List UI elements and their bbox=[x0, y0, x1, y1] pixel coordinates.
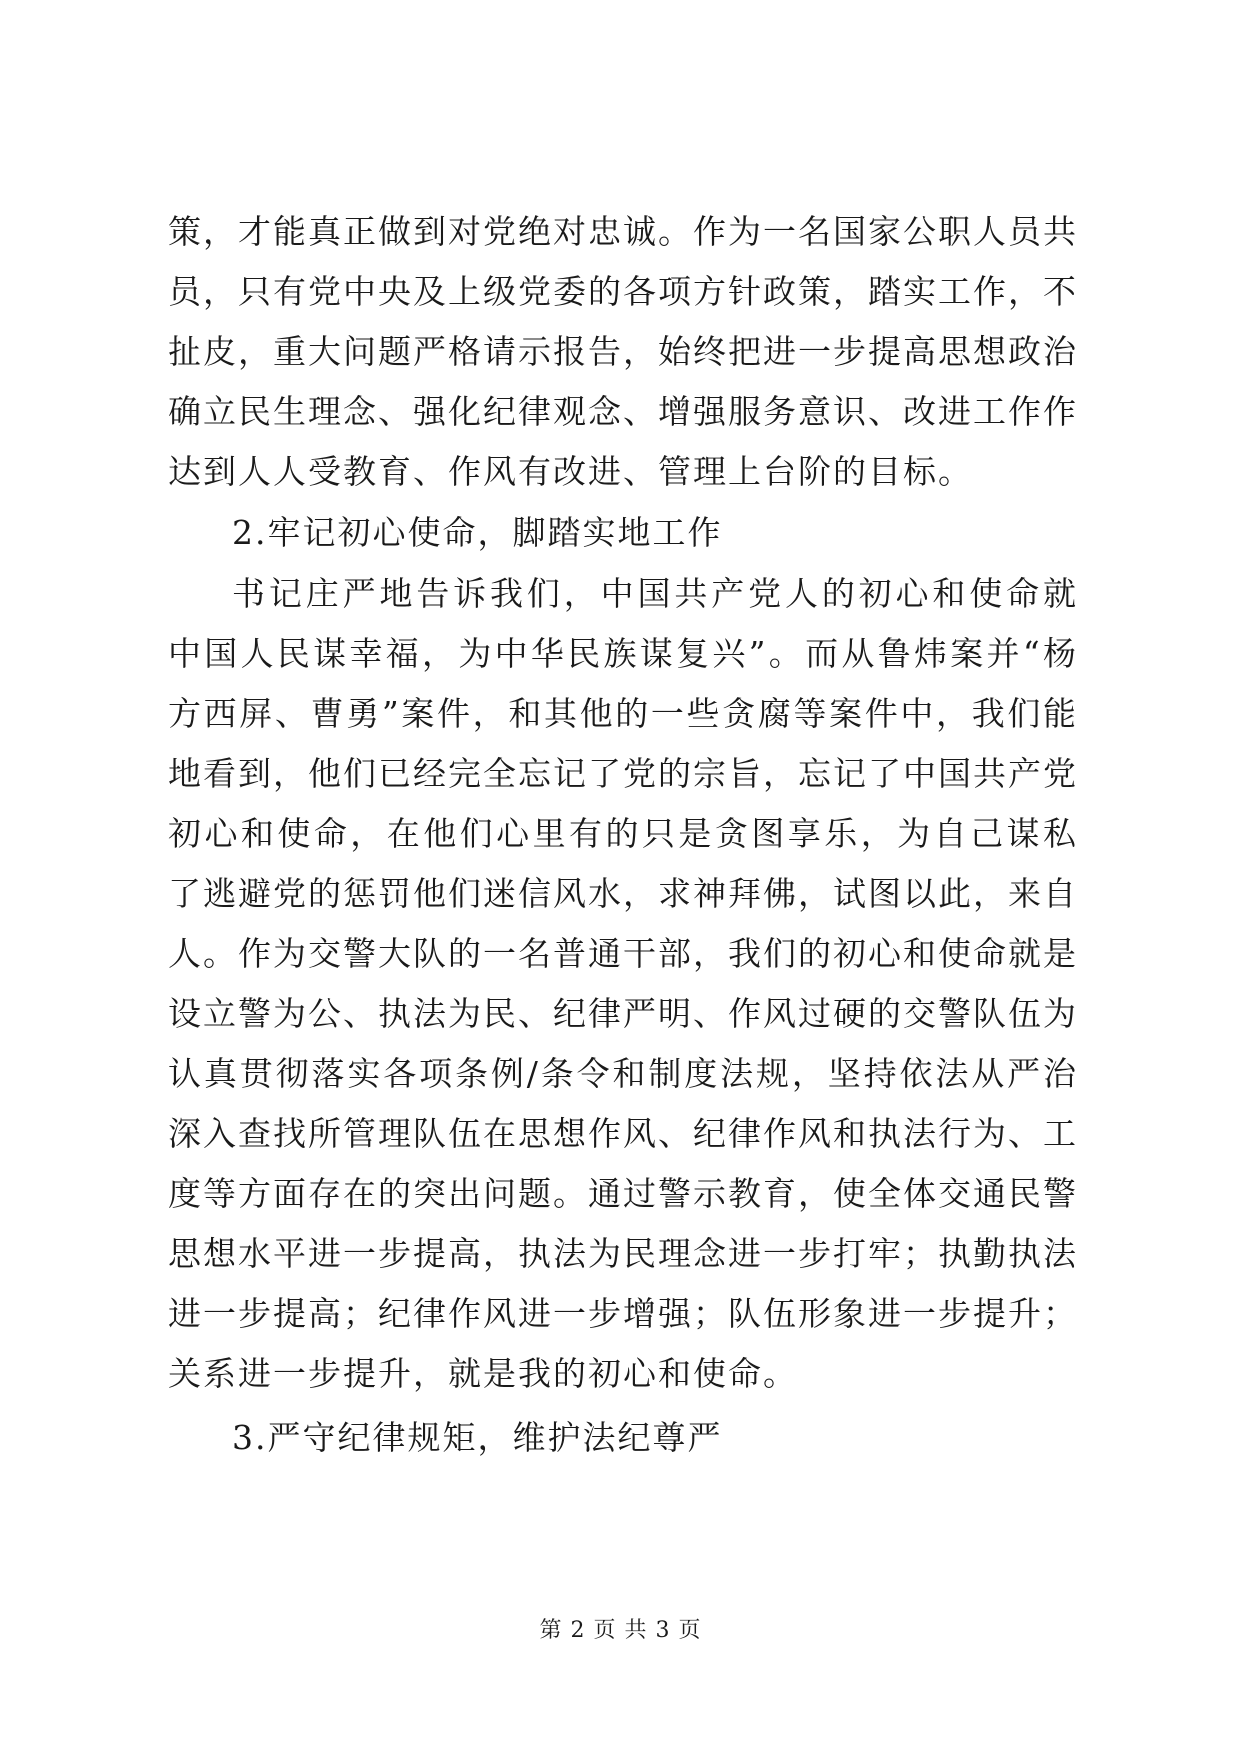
section-heading-3: 3.严守纪律规矩，维护法纪尊严 bbox=[232, 1418, 723, 1457]
body-line-8: 中国人民谋幸福，为中华民族谋复兴”。而从鲁炜案并“杨 bbox=[168, 634, 1078, 673]
body-line-5: 达到人人受教育、作风有改进、管理上台阶的目标。 bbox=[168, 452, 973, 491]
body-line-4: 确立民生理念、强化纪律观念、增强服务意识、改进工作作 bbox=[168, 392, 1078, 431]
body-line-12: 了逃避党的惩罚他们迷信风水，求神拜佛，试图以此，来自 bbox=[168, 874, 1078, 913]
section-heading-2: 2.牢记初心使命，脚踏实地工作 bbox=[232, 513, 723, 552]
body-line-7: 书记庄严地告诉我们，中国共产党人的初心和使命就 bbox=[232, 574, 1078, 613]
page-number-footer: 第 2 页 共 3 页 bbox=[539, 1618, 702, 1643]
body-line-18: 思想水平进一步提高，执法为民理念进一步打牢；执勤执法 bbox=[168, 1234, 1078, 1273]
body-line-17: 度等方面存在的突出问题。通过警示教育，使全体交通民警 bbox=[168, 1174, 1078, 1213]
body-line-3: 扯皮，重大问题严格请示报告，始终把进一步提高思想政治 bbox=[168, 332, 1078, 371]
body-line-20: 关系进一步提升，就是我的初心和使命。 bbox=[168, 1354, 798, 1393]
body-line-1: 策，才能真正做到对党绝对忠诚。作为一名国家公职人员共 bbox=[168, 212, 1078, 251]
body-line-19: 进一步提高；纪律作风进一步增强；队伍形象进一步提升； bbox=[168, 1294, 1078, 1333]
body-line-11: 初心和使命，在他们心里有的只是贪图享乐，为自己谋私 bbox=[168, 814, 1078, 853]
body-line-10: 地看到，他们已经完全忘记了党的宗旨，忘记了中国共产党 bbox=[168, 754, 1078, 793]
body-line-15: 认真贯彻落实各项条例/条令和制度法规，坚持依法从严治 bbox=[168, 1054, 1078, 1093]
body-line-9: 方西屏、曹勇”案件，和其他的一些贪腐等案件中，我们能 bbox=[168, 694, 1078, 733]
body-line-16: 深入查找所管理队伍在思想作风、纪律作风和执法行为、工 bbox=[168, 1114, 1078, 1153]
body-line-2: 员，只有党中央及上级党委的各项方针政策，踏实工作，不 bbox=[168, 272, 1078, 311]
body-line-13: 人。作为交警大队的一名普通干部，我们的初心和使命就是 bbox=[168, 934, 1078, 973]
body-line-14: 设立警为公、执法为民、纪律严明、作风过硬的交警队伍为 bbox=[168, 994, 1078, 1033]
